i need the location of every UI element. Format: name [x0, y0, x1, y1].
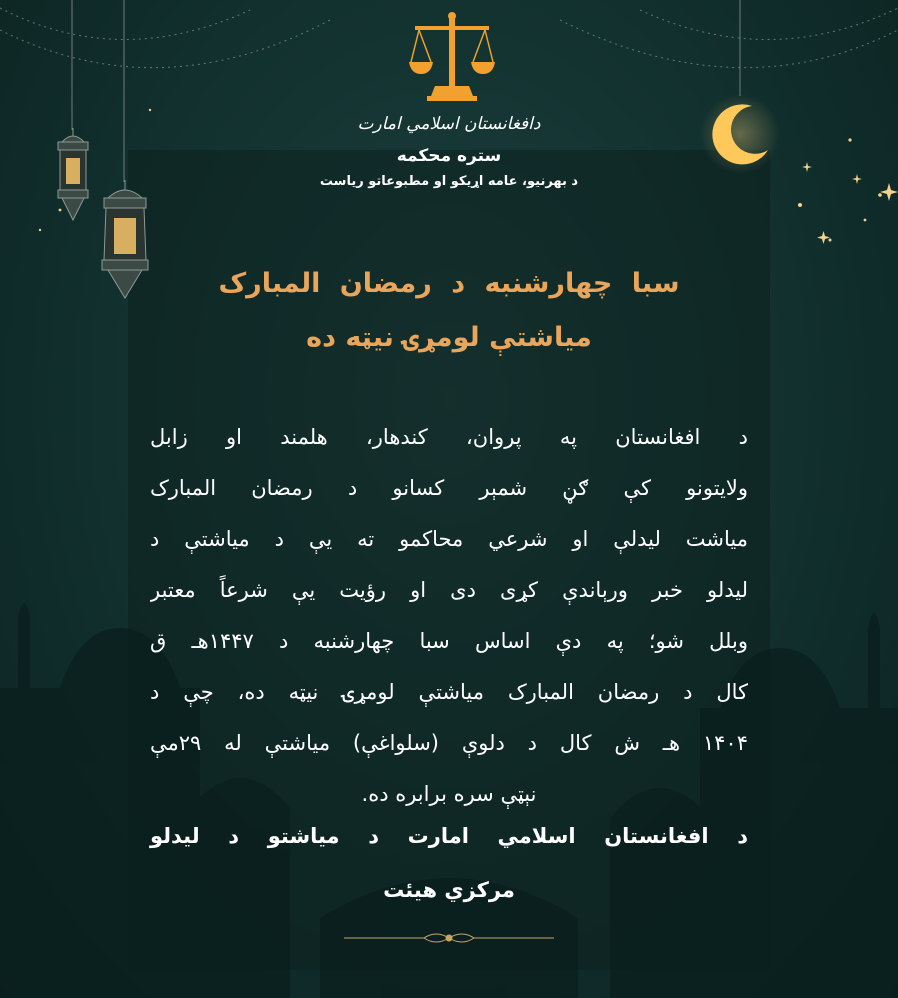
body-line: میاشت لیدلې او شرعي محاکمو ته یې د میاشتې د [150, 527, 748, 551]
crescent-moon-icon [700, 94, 780, 174]
scales-of-justice-icon [409, 10, 495, 102]
body-line: نېټې سره برابره ده. [361, 782, 537, 806]
body-line: ۱۴۰۴ هـ ش کال د دلوې (سلواغې) میاشتې له ۲۹مې [150, 731, 748, 755]
ornamental-divider [344, 928, 554, 948]
announcement-body [150, 412, 748, 820]
body-line: کال د رمضان المبارک میاشتې لومړۍ نیټه ده، چې د [150, 680, 748, 704]
announcement-title-line-1: سبا چهارشنبه د رمضان المبارک [218, 268, 680, 299]
court-name: ستره محکمه [396, 146, 502, 166]
body-line: وبلل شو؛ په دې اساس سبا چهارشنبه د ۱۴۴۷هـ ق [150, 629, 748, 653]
signature-line-1: د افغانستان اسلامي امارت د میاشتو د لیدلو [150, 824, 748, 848]
announcement-title-line-2: میاشتې لومړۍ نیټه ده [306, 322, 592, 353]
ramadan-lantern-icon [50, 128, 96, 228]
body-line: د افغانستان په پروان، کندهار، هلمند او زابل [150, 425, 748, 449]
ramadan-lantern-icon [92, 180, 158, 304]
signature-line-2: مرکزي هیئت [383, 878, 515, 902]
presidency-name: د بهرنیو، عامه اړیکو او مطبوعاتو ریاست [319, 174, 579, 189]
body-line: ولایتونو کې ګڼ شمېر کسانو د رمضان المبارک [150, 476, 748, 500]
emirate-calligraphy: دافغانستان اسلامي امارت [357, 114, 541, 134]
body-line: لیدلو خبر ورېاندې کړی دی او رؤیت یې شرعاً معتبر [150, 578, 748, 602]
